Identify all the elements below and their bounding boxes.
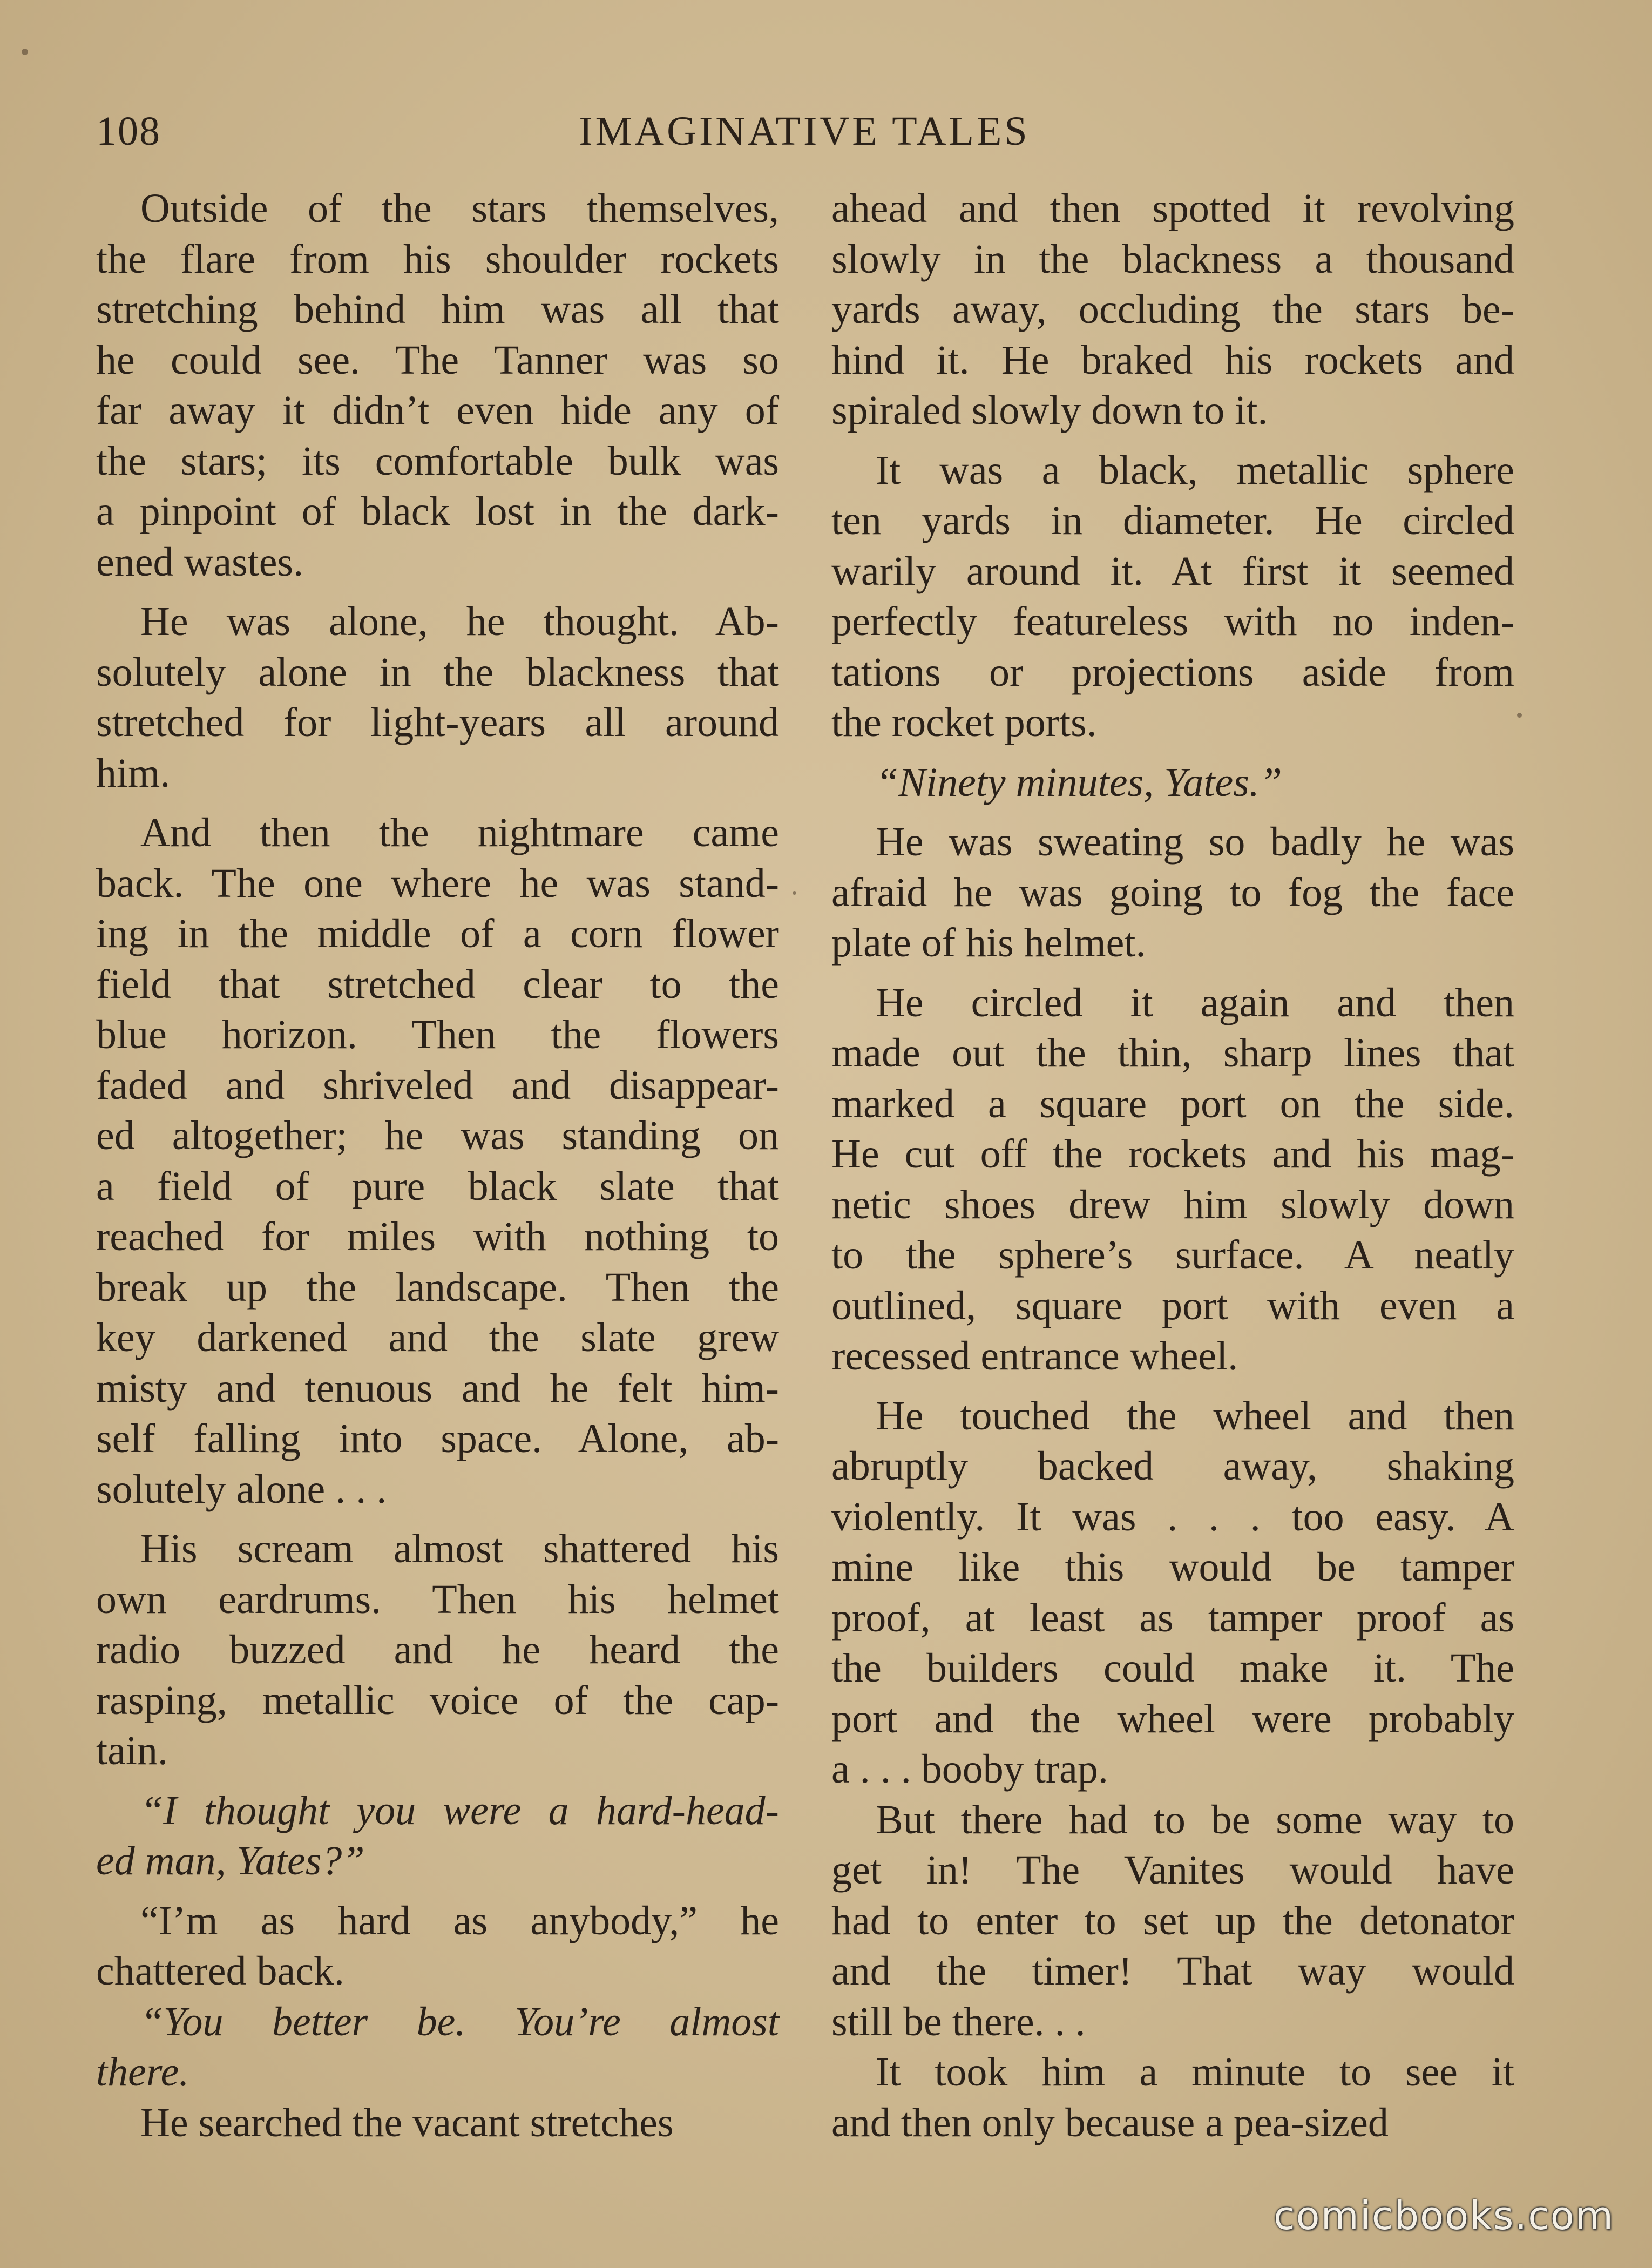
paragraph	[96, 2098, 779, 2149]
text-line: stretched for light-years all around	[96, 700, 779, 745]
text-line: rasping, metallic voice of the cap-	[96, 1677, 779, 1723]
text-line: He touched the wheel and then	[876, 1393, 1514, 1439]
page-header	[92, 108, 1517, 162]
paragraph	[96, 1997, 779, 2098]
text-line: reached for miles with nothing to	[96, 1214, 779, 1259]
text-line: ahead and then spotted it revolving	[831, 186, 1514, 231]
paragraph	[96, 1896, 779, 1997]
text-line: a pinpoint of black lost in the dark-	[96, 489, 779, 534]
text-line: ing in the middle of a corn flower	[96, 911, 779, 956]
text-line: It took him a minute to see it	[876, 2049, 1514, 2095]
text-line: “Ninety minutes, Yates.”	[876, 759, 1283, 805]
text-line: the rocket ports.	[831, 700, 1097, 745]
text-line: mine like this would be tamper	[831, 1544, 1514, 1590]
text-line: the flare from his shoulder rockets	[96, 236, 779, 282]
paragraph	[831, 2047, 1514, 2148]
text-line: tain.	[96, 1728, 168, 1773]
page-number: 108	[96, 109, 161, 154]
text-line: him.	[96, 750, 171, 796]
text-line: had to enter to set up the detonator	[831, 1898, 1514, 1943]
paper-speck	[22, 49, 28, 55]
text-line: he could see. The Tanner was so	[96, 337, 779, 383]
text-line: afraid he was going to fog the face	[831, 869, 1514, 915]
text-line: tations or projections aside from	[831, 649, 1514, 695]
text-line: outlined, square port with even a	[831, 1282, 1514, 1328]
text-line: a field of pure black slate that	[96, 1163, 779, 1209]
text-line: ed man, Yates?”	[96, 1838, 365, 1884]
paragraph	[96, 808, 779, 1515]
text-line: far away it didn’t even hide any of	[96, 388, 779, 433]
text-line: field that stretched clear to the	[96, 961, 779, 1007]
paragraph	[96, 184, 779, 588]
text-line: “I’m as hard as anybody,” he	[140, 1898, 779, 1943]
text-line: perfectly featureless with no inden-	[831, 599, 1514, 644]
text-line: solutely alone in the blackness that	[96, 649, 779, 695]
text-line: self falling into space. Alone, ab-	[96, 1416, 779, 1461]
text-line: stretching behind him was all that	[96, 287, 779, 332]
paragraph	[831, 1391, 1514, 1795]
text-line: blue horizon. Then the flowers	[96, 1012, 779, 1057]
text-line: ened wastes.	[96, 539, 304, 585]
paragraph	[831, 446, 1514, 748]
text-line: yards away, occluding the stars be-	[831, 287, 1514, 332]
text-line: solutely alone . . .	[96, 1466, 387, 1512]
text-line: marked a square port on the side.	[831, 1081, 1514, 1126]
text-line: the stars; its comfortable bulk was	[96, 438, 779, 484]
text-line: plate of his helmet.	[831, 920, 1146, 966]
text-line: He circled it again and then	[876, 980, 1514, 1025]
paragraph	[831, 1795, 1514, 2048]
paragraph	[831, 978, 1514, 1382]
text-line: key darkened and the slate grew	[96, 1315, 779, 1360]
text-line: Outside of the stars themselves,	[140, 186, 779, 231]
text-line: still be there. . .	[831, 1999, 1086, 2044]
text-line: made out the thin, sharp lines that	[831, 1030, 1514, 1076]
paragraph	[831, 817, 1514, 969]
text-line: slowly in the blackness a thousand	[831, 236, 1514, 282]
text-line: netic shoes drew him slowly down	[831, 1182, 1514, 1227]
paragraph	[96, 1786, 779, 1887]
text-line: a . . . booby trap.	[831, 1746, 1108, 1792]
text-line: there.	[96, 2049, 189, 2095]
text-line: the builders could make it. The	[831, 1645, 1514, 1691]
text-line: “You better be. You’re almost	[140, 1999, 779, 2044]
text-line: to the sphere’s surface. A neatly	[831, 1232, 1514, 1278]
text-line: “I thought you were a hard-head-	[140, 1787, 779, 1833]
text-line: It was a black, metallic sphere	[876, 447, 1514, 493]
text-line: back. The one where he was stand-	[96, 860, 779, 906]
paragraph	[831, 184, 1514, 436]
left-text-column	[96, 184, 779, 2148]
text-line: hind it. He braked his rockets and	[831, 337, 1514, 383]
text-line: recessed entrance wheel.	[831, 1333, 1238, 1379]
text-line: break up the landscape. Then the	[96, 1264, 779, 1310]
text-line: He searched the vacant stretches	[140, 2100, 674, 2145]
text-line: faded and shriveled and disappear-	[96, 1062, 779, 1108]
paragraph	[96, 597, 779, 799]
text-line: He was alone, he thought. Ab-	[140, 599, 779, 644]
text-line: He was sweating so badly he was	[876, 819, 1514, 865]
watermark-text: comicbooks.com	[1273, 2193, 1614, 2238]
text-line: chattered back.	[96, 1948, 344, 1994]
text-line: abruptly backed away, shaking	[831, 1443, 1514, 1489]
text-line: proof, at least as tamper proof as	[831, 1595, 1514, 1641]
text-line: get in! The Vanites would have	[831, 1847, 1514, 1893]
text-line: And then the nightmare came	[140, 810, 779, 855]
text-line: violently. It was . . . too easy. A	[831, 1494, 1514, 1540]
text-line: He cut off the rockets and his mag-	[831, 1131, 1514, 1177]
running-title: IMAGINATIVE TALES	[579, 109, 1030, 154]
text-line: misty and tenuous and he felt him-	[96, 1365, 779, 1411]
right-text-column	[831, 184, 1514, 2148]
text-line: ten yards in diameter. He circled	[831, 498, 1514, 543]
text-line: ed altogether; he was standing on	[96, 1113, 779, 1158]
text-line: His scream almost shattered his	[140, 1526, 779, 1571]
paragraph	[96, 1524, 779, 1777]
text-line: warily around it. At first it seemed	[831, 548, 1514, 594]
text-line: own eardrums. Then his helmet	[96, 1576, 779, 1622]
text-line: and the timer! That way would	[831, 1948, 1514, 1994]
text-line: and then only because a pea-sized	[831, 2100, 1389, 2145]
paper-speck	[793, 891, 796, 895]
text-line: port and the wheel were probably	[831, 1696, 1514, 1742]
text-line: spiraled slowly down to it.	[831, 388, 1268, 433]
paper-speck	[1517, 713, 1522, 718]
text-line: radio buzzed and he heard the	[96, 1627, 779, 1672]
paragraph	[831, 758, 1514, 808]
text-line: But there had to be some way to	[876, 1797, 1514, 1842]
